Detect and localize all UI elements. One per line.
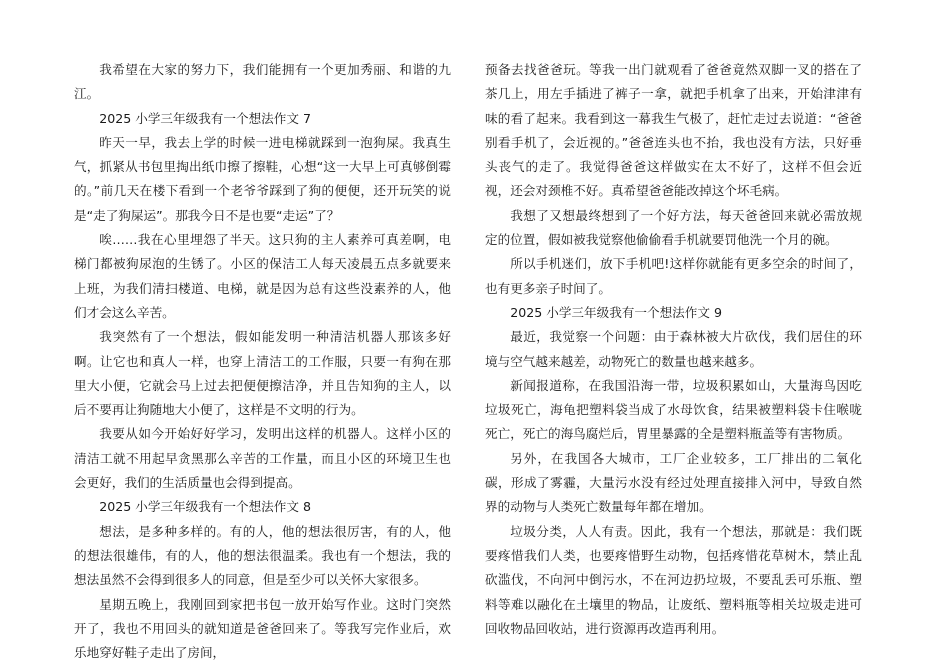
paragraph: 唉……我在心里埋怨了半天。这只狗的主人素养可真差啊，电梯门都被狗尿泡的生锈了。小区的保洁工人每天凌晨五点多就要来上班，为我们清扫楼道、电梯，就是因为总有这些没素养的人，他们才会这么辛苦。 xyxy=(74,232,451,320)
paragraph: 最近，我觉察一个问题：由于森林被大片砍伐，我们居住的环境与空气越来越差，动物死亡的数量也越来越多。 xyxy=(485,329,862,369)
paragraph: 想法，是多种多样的。有的人，他的想法很厉害，有的人，他的想法很雄伟，有的人，他的想法很温柔。我也有一个想法，我的想法虽然不会得到很多人的同意，但是至少可以关怀大家很多。 xyxy=(74,523,451,588)
paragraph: 垃圾分类，人人有责。因此，我有一个想法，那就是：我们既要疼惜我们人类，也要疼惜野生动物，包括疼惜花草树木，禁止乱砍滥伐，不向河中倒污水，不在河边扔垃圾，不要乱丢可乐瓶、塑料等难以融化在土壤里的物品，让废纸、塑料瓶等相关垃圾走进可回收物品回收站，进行资源再改造再利用。 xyxy=(485,523,862,636)
paragraph: 星期五晚上，我刚回到家把书包一放开始写作业。这时门突然开了，我也不用回头的就知道是爸爸回来了。等我写完作业后，欢乐地穿好鞋子走出了房间， xyxy=(74,596,451,661)
paragraph: 我要从如今开始好好学习，发明出这样的机器人。这样小区的清洁工就不用起早贪黑那么辛苦的工作量，而且小区的环境卫生也会更好，我们的生活质量也会得到提高。 xyxy=(74,426,451,491)
paragraph: 另外，在我国各大城市，工厂企业较多，工厂排出的二氧化碳，形成了雾霾，大量污水没有经过处理直接排入河中，导致自然界的动物与人类死亡数量每年都在增加。 xyxy=(485,450,862,515)
paragraph: 我希望在大家的努力下，我们能拥有一个更加秀丽、和谐的九江。 xyxy=(74,62,451,102)
left-column xyxy=(74,58,451,665)
paragraph: 新闻报道称，在我国沿海一带，垃圾积累如山，大量海鸟因吃垃圾死亡，海龟把塑料袋当成了水母饮食，结果被塑料袋卡住喉咙死亡，死亡的海鸟腐烂后，胃里暴露的全是塑料瓶盖等有害物质。 xyxy=(485,377,862,442)
paragraph: 所以手机迷们，放下手机吧!这样你就能有更多空余的时间了，也有更多亲子时间了。 xyxy=(485,256,862,296)
paragraph: 我突然有了一个想法，假如能发明一种清洁机器人那该多好啊。让它也和真人一样，也穿上清洁工的工作服，只要一有狗在那里大小便，它就会马上过去把便便擦洁净，并且告知狗的主人，以后不要再让狗随地大小便了，这样是不文明的行为。 xyxy=(74,329,451,418)
section-heading: 2025 小学三年级我有一个想法作文 8 xyxy=(99,499,311,515)
paragraph-continued: 预备去找爸爸玩。等我一出门就观看了爸爸竟然双脚一叉的搭在了茶几上，用左手插进了裤子一拿，就把手机拿了出来，开始津津有味的看了起来。我看到这一幕我生气极了，赶忙走过去说道：“爸爸别看手机了，会近视的。”爸爸连头也不抬，我也没有方法，只好垂头丧气的走了。我觉得爸爸这样做实在太不好了，这样不但会近视，还会对颈椎不好。真希望爸爸能改掉这个坏毛病。 xyxy=(485,62,862,199)
section-heading: 2025 小学三年级我有一个想法作文 9 xyxy=(510,304,722,320)
paragraph: 昨天一早，我去上学的时候一进电梯就踩到一泡狗屎。我真生气，抓紧从书包里掏出纸巾擦了擦鞋，心想“这一大早上可真够倒霉的。”前几天在楼下看到一个老爷爷踩到了狗的便便，还开玩笑的说是“走了狗屎运”。那我今日不是也要“走运”了？ xyxy=(74,134,451,223)
section-heading: 2025 小学三年级我有一个想法作文 7 xyxy=(99,110,311,126)
paragraph: 我想了又想最终想到了一个好方法，每天爸爸回来就必需放规定的位置，假如被我觉察他偷偷看手机就要罚他洗一个月的碗。 xyxy=(485,207,862,248)
right-column xyxy=(485,58,862,641)
